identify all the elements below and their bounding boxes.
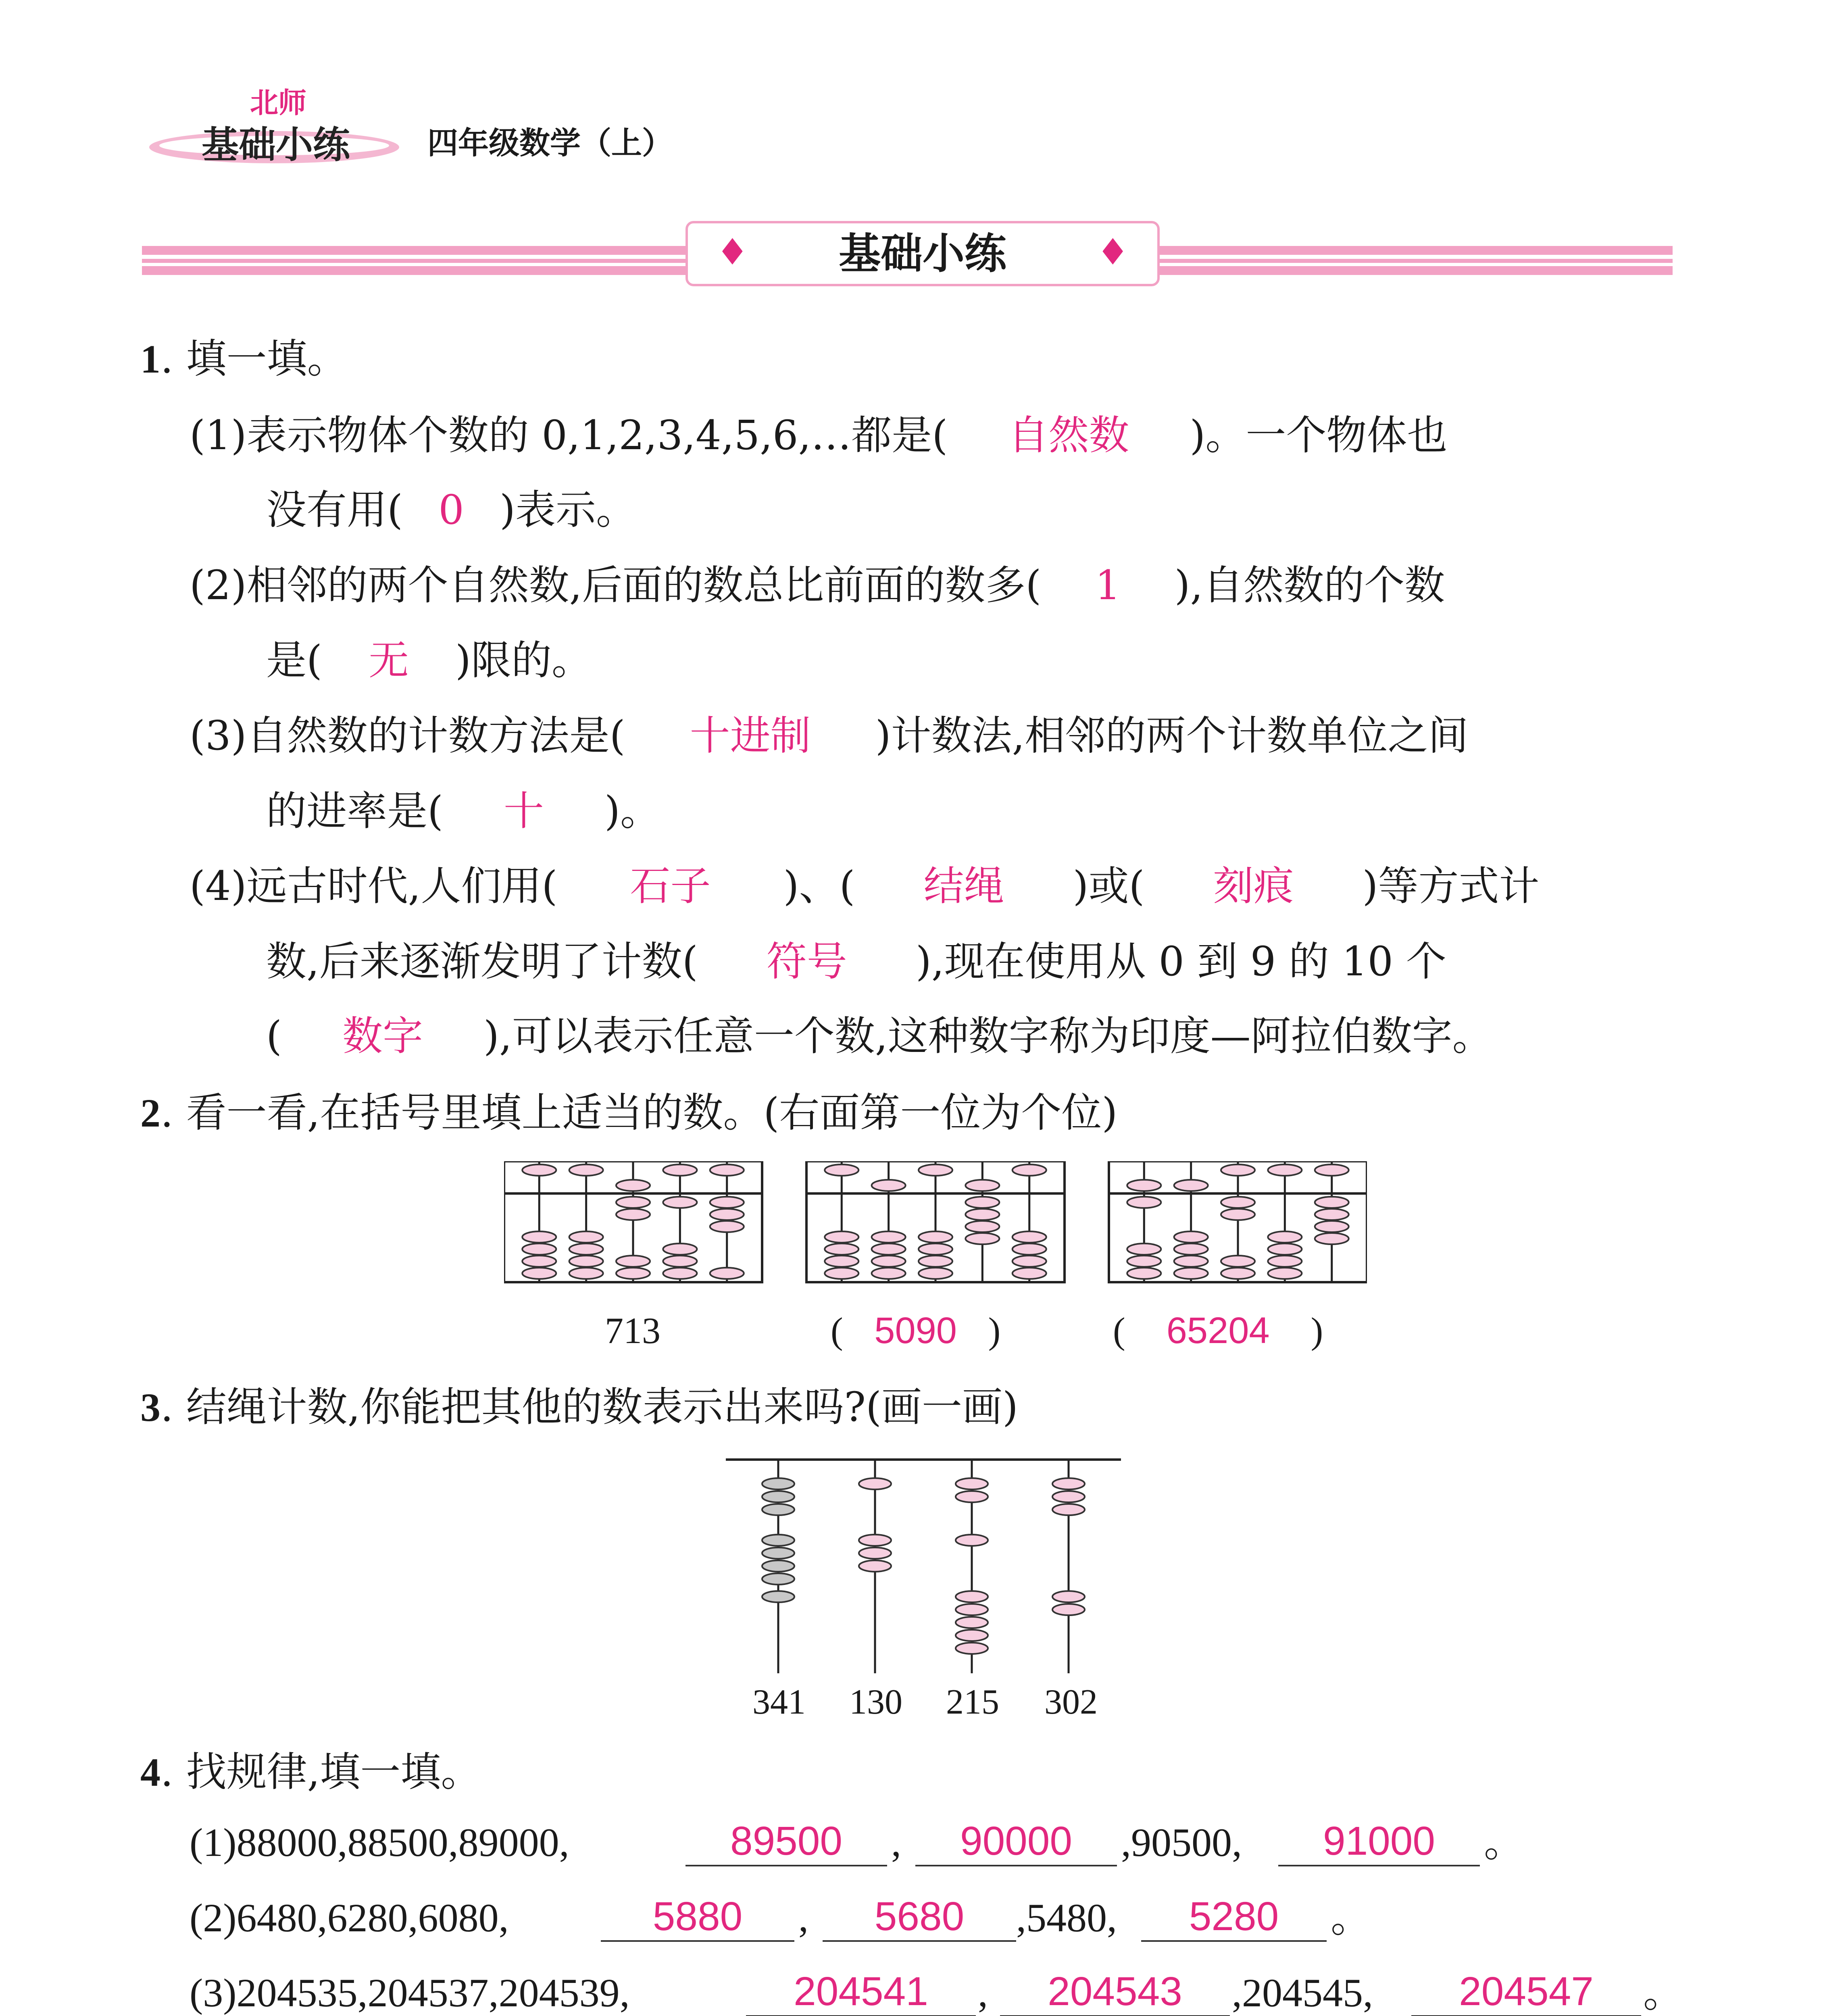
abacus-bead bbox=[522, 1243, 556, 1255]
abacus-bead bbox=[522, 1256, 556, 1267]
abacus-bead bbox=[663, 1268, 697, 1279]
q4-r3-blank1: 204541 bbox=[746, 1971, 976, 2016]
abacus-bead bbox=[1013, 1256, 1046, 1267]
q1-p3-line1: (3)自然数的计数方法是( 十进制 )计数法,相邻的两个计数单位之间 bbox=[190, 712, 1469, 759]
q1-title: 1. 填一填。 bbox=[140, 335, 348, 382]
abacus-bead bbox=[965, 1209, 999, 1220]
abacus-bead bbox=[965, 1197, 999, 1208]
q4-r3-end: 。 bbox=[1643, 1969, 1683, 2016]
abacus-bead bbox=[1174, 1268, 1208, 1279]
q4-r2-blank2: 5680 bbox=[823, 1896, 1016, 1942]
abacus-bead bbox=[825, 1268, 858, 1279]
q4-r1-blank3: 91000 bbox=[1278, 1820, 1480, 1866]
abacus-bead bbox=[1268, 1268, 1302, 1279]
abacus-bead bbox=[1174, 1243, 1208, 1255]
abacus-bead bbox=[1221, 1256, 1255, 1267]
abacus-2 bbox=[806, 1161, 1065, 1282]
q4-r3-blank3: 204547 bbox=[1411, 1971, 1641, 2016]
abacus-bead bbox=[872, 1180, 906, 1191]
abacus-bead bbox=[825, 1164, 858, 1176]
abacus-bead bbox=[569, 1243, 603, 1255]
rope-knot bbox=[956, 1630, 988, 1641]
abacus-bead bbox=[1174, 1180, 1208, 1191]
rope-label-2: 130 bbox=[849, 1683, 902, 1722]
q1-p4-line1: (4)远古时代,人们用( 石子 )、( 结绳 )或( 刻痕 )等方式计 bbox=[190, 862, 1540, 910]
rope-knot bbox=[859, 1547, 891, 1559]
abacus-bead bbox=[825, 1243, 858, 1255]
rope-knot bbox=[1052, 1591, 1085, 1602]
abacus-bead bbox=[1174, 1231, 1208, 1243]
q4-r2-blank3: 5280 bbox=[1141, 1896, 1327, 1942]
abacus-bead bbox=[1013, 1268, 1046, 1279]
abacus-bead bbox=[1315, 1233, 1349, 1244]
abacus-bead bbox=[710, 1268, 744, 1279]
abacus-bead bbox=[1221, 1268, 1255, 1279]
q4-r1-mid: ,90500, bbox=[1121, 1820, 1242, 1865]
rope-knot bbox=[1052, 1604, 1085, 1615]
q1-p1-line2: 没有用( 0 )表示。 bbox=[266, 486, 637, 533]
abacus-bead bbox=[710, 1209, 744, 1220]
abacus-bead bbox=[1268, 1231, 1302, 1243]
abacus-bead bbox=[616, 1268, 650, 1279]
abacus-3 bbox=[1109, 1161, 1367, 1282]
abacus-bead bbox=[710, 1221, 744, 1232]
abacus-bead bbox=[569, 1164, 603, 1176]
q4-r1-sep: , bbox=[891, 1820, 901, 1865]
abacus-bead bbox=[1315, 1197, 1349, 1208]
abacus-2-answer-row: ( 5090 ) bbox=[831, 1310, 1001, 1351]
rope-label-1: 341 bbox=[752, 1683, 806, 1722]
abacus-bead bbox=[710, 1164, 744, 1176]
q4-r3-mid: ,204545, bbox=[1232, 1970, 1373, 2015]
rope-knot bbox=[859, 1478, 891, 1489]
abacus-bead bbox=[919, 1256, 952, 1267]
abacus-bead bbox=[663, 1197, 697, 1208]
q4-r3-prefix: (3)204535,204537,204539, bbox=[190, 1970, 630, 2015]
abacus-bead bbox=[522, 1164, 556, 1176]
abacus-bead bbox=[872, 1231, 906, 1243]
rope-knot bbox=[956, 1478, 988, 1489]
abacus-3-answer-row: ( 65204 ) bbox=[1113, 1310, 1323, 1351]
abacus-bead bbox=[965, 1221, 999, 1232]
knot-ropes bbox=[726, 1452, 1129, 1677]
abacus-bead bbox=[919, 1231, 952, 1243]
rope-knot bbox=[762, 1491, 794, 1502]
rope-knot bbox=[762, 1591, 794, 1602]
abacus-bead bbox=[1221, 1209, 1255, 1220]
abacus-group bbox=[504, 1161, 1367, 1290]
abacus-bead bbox=[1268, 1243, 1302, 1255]
abacus-bead bbox=[616, 1180, 650, 1191]
rope-knot bbox=[1052, 1504, 1085, 1515]
abacus-bead bbox=[1127, 1268, 1161, 1279]
abacus-bead bbox=[872, 1268, 906, 1279]
abacus-bead bbox=[919, 1268, 952, 1279]
q4-r2-end: 。 bbox=[1331, 1894, 1371, 1941]
q4-r2-sep: , bbox=[798, 1895, 808, 1940]
abacus-bead bbox=[965, 1180, 999, 1191]
abacus-bead bbox=[1127, 1243, 1161, 1255]
rope-knot bbox=[762, 1478, 794, 1489]
rope-knot bbox=[956, 1617, 988, 1628]
abacus-bead bbox=[1315, 1209, 1349, 1220]
q4-r2-prefix: (2)6480,6280,6080, bbox=[190, 1895, 509, 1940]
abacus-bead bbox=[1013, 1231, 1046, 1243]
q3-title: 3. 结绳计数,你能把其他的数表示出来吗?(画一画) bbox=[140, 1383, 1019, 1431]
logo-top-text: 北师 bbox=[250, 86, 306, 119]
q4-r2-blank1: 5880 bbox=[601, 1896, 794, 1942]
abacus-bead bbox=[569, 1268, 603, 1279]
q1-p3-line2: 的进率是( 十 )。 bbox=[266, 787, 661, 835]
abacus-bead bbox=[1315, 1221, 1349, 1232]
rope-knot bbox=[762, 1504, 794, 1515]
q2-title: 2. 看一看,在括号里填上适当的数。(右面第一位为个位) bbox=[140, 1089, 1118, 1136]
q1-p2-line2: 是( 无 )限的。 bbox=[266, 637, 592, 684]
section-title-box bbox=[685, 221, 1160, 286]
abacus-bead bbox=[616, 1256, 650, 1267]
rope-knot bbox=[956, 1643, 988, 1654]
abacus-bead bbox=[919, 1243, 952, 1255]
diamond-right-icon: ♦ bbox=[1096, 231, 1129, 273]
q4-title: 4. 找规律,填一填。 bbox=[140, 1748, 481, 1795]
abacus-bead bbox=[1127, 1197, 1161, 1208]
q4-r3-sep: , bbox=[978, 1970, 988, 2015]
q4-r1-prefix: (1)88000,88500,89000, bbox=[190, 1820, 569, 1865]
abacus-bead bbox=[522, 1231, 556, 1243]
rope-knot bbox=[859, 1560, 891, 1572]
rope-knot bbox=[1052, 1491, 1085, 1502]
abacus-1-label: 713 bbox=[605, 1310, 660, 1351]
abacus-bead bbox=[872, 1256, 906, 1267]
q4-r1-end: 。 bbox=[1484, 1819, 1524, 1866]
q1-p4-line2: 数,后来逐渐发明了计数( 符号 ),现在使用从 0 到 9 的 10 个 bbox=[266, 938, 1446, 985]
abacus-bead bbox=[1127, 1256, 1161, 1267]
abacus-bead bbox=[522, 1268, 556, 1279]
abacus-bead bbox=[825, 1231, 858, 1243]
rope-knot bbox=[956, 1591, 988, 1602]
rope-knot bbox=[762, 1560, 794, 1572]
abacus-bead bbox=[1013, 1164, 1046, 1176]
rope-knot bbox=[762, 1573, 794, 1585]
abacus-bead bbox=[1127, 1180, 1161, 1191]
q1-p2-line1: (2)相邻的两个自然数,后面的数总比前面的数多( 1 ),自然数的个数 bbox=[190, 562, 1445, 609]
q4-r1-blank1: 89500 bbox=[685, 1820, 887, 1866]
rope-knot bbox=[859, 1535, 891, 1546]
abacus-bead bbox=[1013, 1243, 1046, 1255]
abacus-1 bbox=[504, 1161, 762, 1282]
abacus-bead bbox=[1174, 1256, 1208, 1267]
rope-knot bbox=[956, 1604, 988, 1615]
abacus-bead bbox=[919, 1164, 952, 1176]
rope-knot bbox=[956, 1491, 988, 1502]
rope-label-3: 215 bbox=[946, 1683, 999, 1722]
q4-r2-mid: ,5480, bbox=[1016, 1895, 1117, 1940]
section-title: 基础小练 bbox=[838, 229, 1006, 278]
logo-main-text: 基础小练 bbox=[202, 123, 350, 167]
header-subtitle: 四年级数学（上） bbox=[427, 125, 673, 161]
abacus-bead bbox=[663, 1256, 697, 1267]
rope-knot bbox=[762, 1535, 794, 1546]
abacus-bead bbox=[1221, 1164, 1255, 1176]
header-logo bbox=[141, 87, 431, 167]
rope-knot bbox=[1052, 1478, 1085, 1489]
abacus-bead bbox=[872, 1243, 906, 1255]
abacus-bead bbox=[616, 1197, 650, 1208]
rope-knot bbox=[762, 1547, 794, 1559]
rope-label-4: 302 bbox=[1044, 1683, 1098, 1722]
abacus-bead bbox=[1221, 1197, 1255, 1208]
abacus-bead bbox=[1315, 1164, 1349, 1176]
q1-p1-line1: (1)表示物体个数的 0,1,2,3,4,5,6,…都是( 自然数 )。一个物体也 bbox=[190, 412, 1448, 459]
abacus-bead bbox=[569, 1256, 603, 1267]
abacus-bead bbox=[825, 1256, 858, 1267]
abacus-bead bbox=[710, 1197, 744, 1208]
abacus-bead bbox=[1268, 1164, 1302, 1176]
abacus-bead bbox=[569, 1231, 603, 1243]
abacus-bead bbox=[616, 1209, 650, 1220]
q4-r1-blank2: 90000 bbox=[915, 1820, 1117, 1866]
q4-r3-blank2: 204543 bbox=[1000, 1971, 1230, 2016]
abacus-bead bbox=[1268, 1256, 1302, 1267]
abacus-bead bbox=[965, 1233, 999, 1244]
abacus-bead bbox=[663, 1243, 697, 1255]
diamond-left-icon: ♦ bbox=[716, 231, 749, 273]
q1-p4-line3: ( 数字 ),可以表示任意一个数,这种数字称为印度—阿拉伯数字。 bbox=[266, 1012, 1493, 1060]
rope-knot bbox=[956, 1535, 988, 1546]
abacus-bead bbox=[663, 1164, 697, 1176]
